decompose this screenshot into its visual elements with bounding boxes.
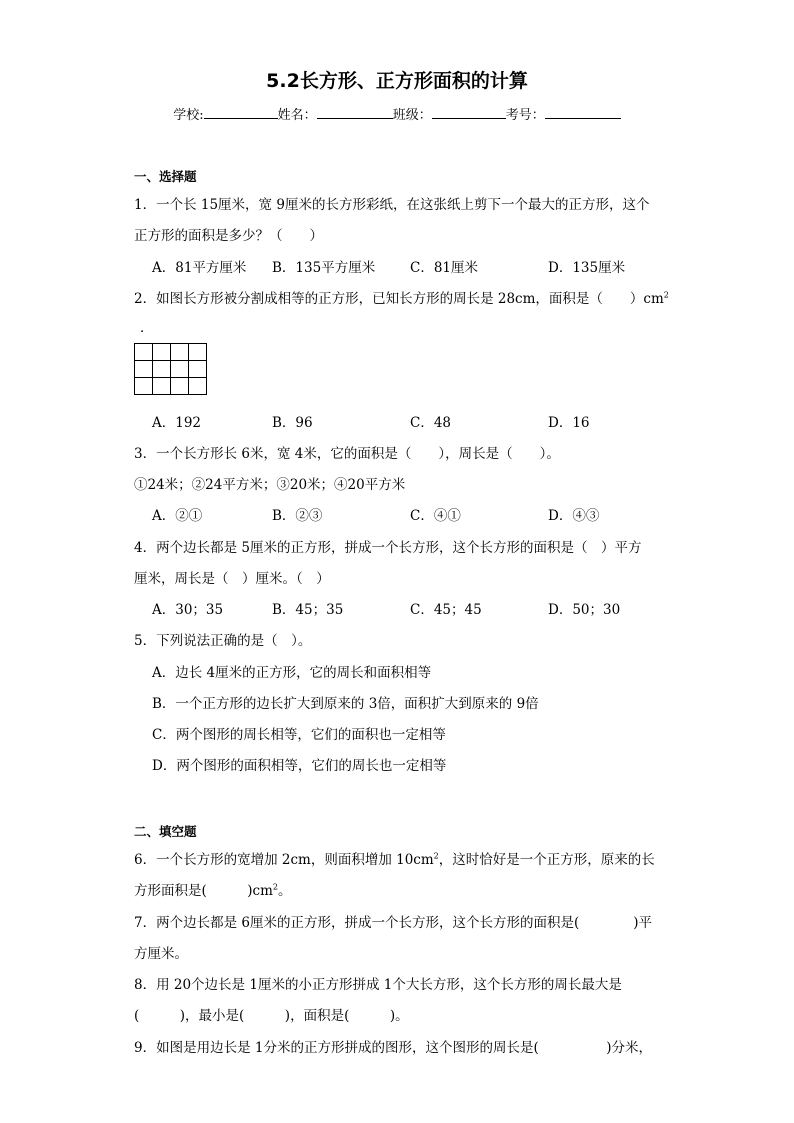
question-3-text: 3．一个长方形长 6米，宽 4米，它的面积是（ ），周长是（ ）。 — [134, 446, 560, 462]
question-4-option-c[interactable]: C．45；45 — [410, 602, 482, 618]
question-4-option-b[interactable]: B．45；35 — [272, 602, 344, 618]
page-title: 5.2长方形、正方形面积的计算 — [266, 70, 528, 92]
question-5-option-c[interactable]: C．两个图形的周长相等，它们的面积也一定相等 — [152, 727, 446, 743]
question-8-text-cont: ( )，最小是( )，面积是( )。 — [134, 1008, 409, 1024]
question-4-text-cont: 厘米，周长是（ ）厘米。（ ） — [134, 571, 330, 587]
question-2-text — [134, 287, 669, 307]
exam-no-label: 考号： — [505, 108, 545, 123]
student-info-line — [0, 104, 794, 123]
name-label: 姓名： — [277, 108, 317, 123]
question-4-text: 4．两个边长都是 5厘米的正方形，拼成一个长方形，这个长方形的面积是（ ）平方 — [134, 540, 642, 556]
question-3-option-c[interactable]: C．④① — [410, 508, 461, 524]
question-3-choices-list: ①24米；②24平方米；③20米；④20平方米 — [134, 477, 406, 493]
question-6-text-d: 。 — [278, 883, 292, 899]
question-5-option-d[interactable]: D．两个图形的面积相等，它们的周长也一定相等 — [152, 758, 447, 774]
question-2-grid-figure — [134, 343, 207, 395]
exam-no-blank[interactable] — [545, 104, 621, 119]
question-2-option-a[interactable]: A．192 — [152, 415, 202, 431]
question-2-option-c[interactable]: C．48 — [410, 415, 452, 431]
school-label: 学校: — [173, 108, 204, 123]
name-blank[interactable] — [317, 104, 393, 119]
question-4-option-d[interactable]: D．50；30 — [548, 602, 621, 618]
question-7-text: 7．两个边长都是 6厘米的正方形，拼成一个长方形，这个长方形的面积是( )平 — [134, 915, 653, 931]
question-3-option-d[interactable]: D．④③ — [548, 508, 600, 524]
question-5-text: 5．下列说法正确的是（ ）。 — [134, 633, 312, 649]
question-6-text — [134, 848, 655, 868]
question-2-option-b[interactable]: B．96 — [272, 415, 313, 431]
question-3-option-a[interactable]: A．②① — [152, 508, 203, 524]
question-6-exponent-2: 2 — [272, 882, 278, 892]
question-2-text-main: 2．如图长方形被分割成相等的正方形，已知长方形的周长是 28cm，面积是（ ）cm — [134, 291, 664, 307]
question-1-option-b[interactable]: B．135平方厘米 — [272, 260, 376, 276]
question-1-text-cont: 正方形的面积是多少？（ ） — [134, 228, 323, 244]
question-1-option-c[interactable]: C．81厘米 — [410, 260, 479, 276]
question-1-option-d[interactable]: D．135厘米 — [548, 260, 626, 276]
question-6-exponent: 2 — [433, 851, 439, 861]
question-4-option-a[interactable]: A．30；35 — [152, 602, 224, 618]
question-6-text-c: 方形面积是( )cm — [134, 883, 273, 899]
question-6-text-a: 6．一个长方形的宽增加 2cm，则面积增加 10cm — [134, 852, 434, 868]
question-8-text: 8．用 20个边长是 1厘米的小正方形拼成 1个大长方形，这个长方形的周长最大是 — [134, 977, 622, 993]
question-5-option-b[interactable]: B．一个正方形的边长扩大到原来的 3倍，面积扩大到原来的 9倍 — [152, 696, 539, 712]
question-7-text-cont: 方厘米。 — [134, 946, 188, 962]
question-6-text-cont — [134, 879, 292, 899]
section-heading-choice: 一、选择题 — [134, 169, 197, 184]
class-blank[interactable] — [432, 104, 506, 119]
class-label: 班级： — [392, 108, 432, 123]
section-heading-fill: 二、填空题 — [134, 824, 197, 839]
school-blank[interactable] — [204, 104, 278, 119]
question-3-option-b[interactable]: B．②③ — [272, 508, 323, 524]
question-6-text-b: ，这时恰好是一个正方形，原来的长 — [438, 852, 655, 868]
question-5-option-a[interactable]: A．边长 4厘米的正方形，它的周长和面积相等 — [152, 665, 432, 681]
question-2-text-cont: ． — [140, 320, 154, 336]
question-9-text: 9．如图是用边长是 1分米的正方形拼成的图形，这个图形的周长是( )分米， — [134, 1040, 653, 1056]
question-2-option-d[interactable]: D．16 — [548, 415, 590, 431]
question-2-unit-exponent: 2 — [663, 290, 669, 300]
question-1-text: 1．一个长 15厘米，宽 9厘米的长方形彩纸，在这张纸上剪下一个最大的正方形，这个 — [134, 197, 650, 213]
question-1-option-a[interactable]: A．81平方厘米 — [152, 260, 247, 276]
